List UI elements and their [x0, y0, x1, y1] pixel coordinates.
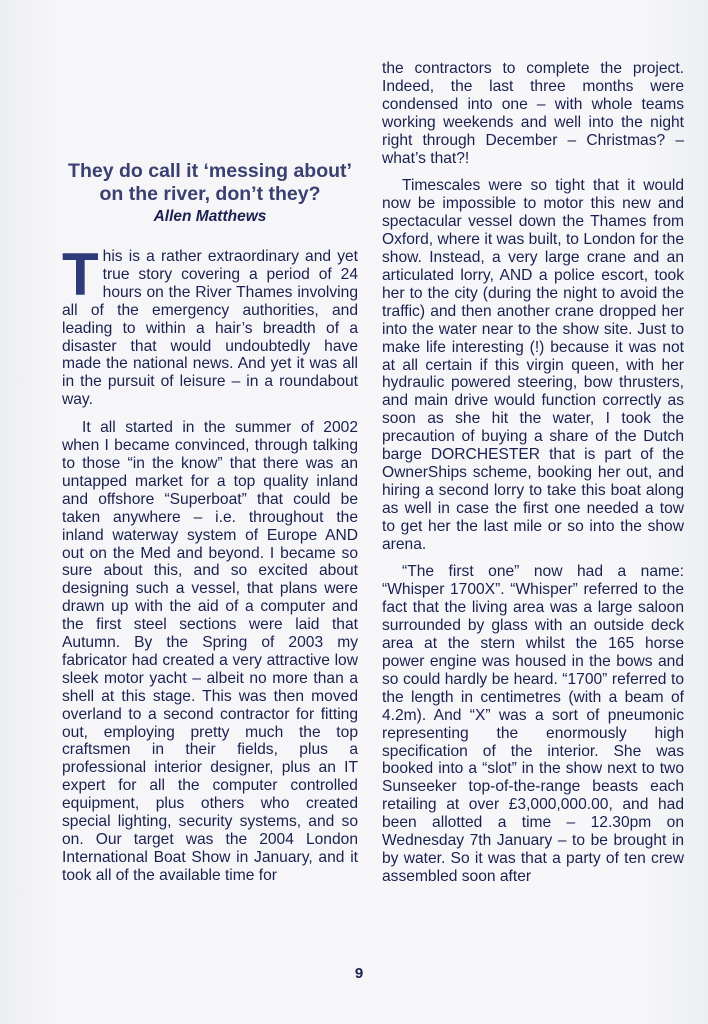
paragraph-5: “The first one” now had a name: “Whisper 1700X”. “Whisper” referred to the fact that the living area was a large saloon surrounded by glass with an outside deck area at the stern whilst the 165 horse power engine was housed in the bows and so could hardly be heard. “1700” referred to the length in centimetres (with a beam of 4.2m). And “X” was a sort of pneumonic representing the enormously high specification of the interior. She was booked into a “slot” in the show next to two Sunseeker top-of-the-range beasts each retailing at over £3,000,000.00, and had been allotted a time – 12.30pm on Wednesday 7th January – to be brought in by water. So it was that a party of ten crew assembled soon after — [382, 563, 684, 885]
page-number: 9 — [354, 965, 364, 982]
right-column — [382, 60, 684, 886]
paragraph-2: It all started in the summer of 2002 when I became convinced, through talking to those “in the know” that there was an untapped market for a top quality inland and offshore “Superboat” that could be taken anywhere – i.e. throughout the inland waterway system of Europe AND out on the Med and beyond. I became so sure about this, and so excited about designing such a vessel, that plans were drawn up with the aid of a computer and the first steel sections were laid that Autumn. By the Spring of 2003 my fabricator had created a very attractive low sleek motor yacht – albeit no more than a shell at this stage. This was then moved overland to a second contractor for fitting out, employing pretty much the top craftsmen in their fields, plus a professional interior designer, plus an IT expert for all the computer controlled equipment, plus others who created special lighting, security systems, and so on. Our target was the 2004 London International Boat Show in January, and it took all of the available time for — [62, 419, 358, 884]
drop-cap: T — [62, 241, 99, 308]
paragraph-1 — [62, 241, 358, 409]
article-author: Allen Matthews — [153, 208, 267, 225]
paragraph-1-text: his is a rather extraordinary and yet true story covering a period of 24 hours on the River Thames involving all of the emergency authorities, and leading to within a hair’s breadth of a disaster that would undoubtedly have made the national news. And yet it was all in the pursuit of leisure – in a roundabout way. — [62, 248, 358, 409]
paragraph-3: the contractors to complete the project. Indeed, the last three months were condensed into one – with whole teams working weekends and well into the night right through December – Christmas? – what’s that?! — [382, 60, 684, 167]
article-title: They do call it ‘messing about’ on the river, don’t they? — [68, 160, 352, 205]
left-column — [62, 160, 358, 885]
paragraph-4: Timescales were so tight that it would now be impossible to motor this new and spectacular vessel down the Thames from Oxford, where it was built, to London for the show. Instead, a very large crane and an articulated lorry, AND a police escort, took her to the city (during the night to avoid the traffic) and then another crane dropped her into the water near to the show site. Just to make life interesting (!) because it was not at all certain if this virgin queen, with her hydraulic powered steering, bow thrusters, and main drive would function correctly as soon as she hit the water, I took the precaution of buying a share of the Dutch barge DORCHESTER that is part of the OwnerShips scheme, booking her out, and hiring a second lorry to take this boat along as well in case the first one needed a tow to get her the last mile or so into the show arena. — [382, 177, 684, 553]
